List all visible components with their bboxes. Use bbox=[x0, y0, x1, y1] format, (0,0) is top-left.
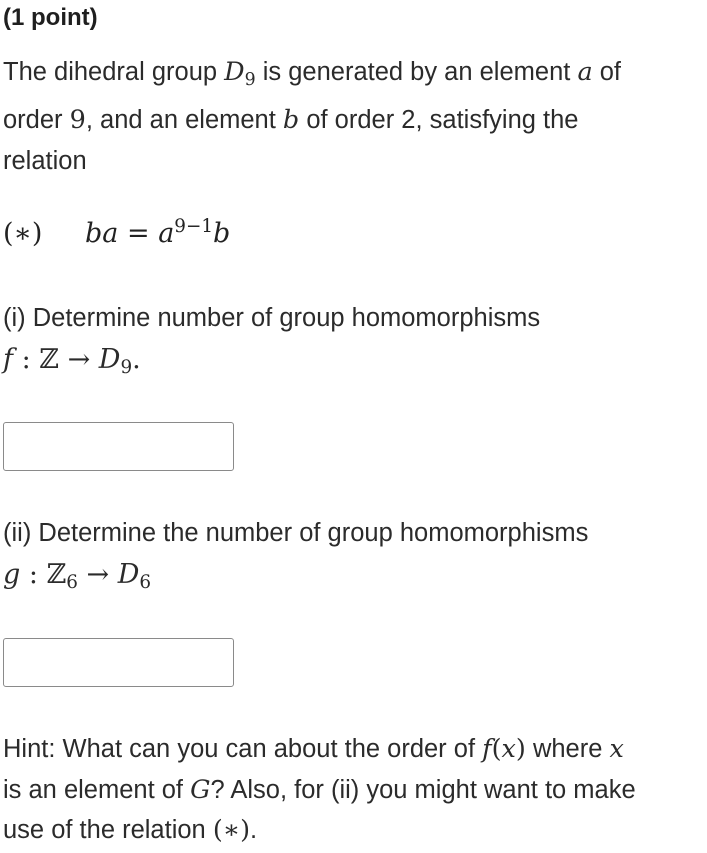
intro-text: of order 2, satisfying the bbox=[299, 106, 579, 135]
element-a: a bbox=[577, 57, 593, 87]
intro-text: relation bbox=[3, 146, 87, 175]
answer-1-input[interactable] bbox=[3, 422, 234, 471]
question-2-text: (ii) Determine the number of group homomorphisms bbox=[3, 519, 589, 547]
question-1-text: (i) Determine number of group homomorphisms bbox=[3, 304, 541, 332]
intro-text: is generated by an element bbox=[255, 58, 578, 86]
hint-paragraph bbox=[3, 729, 703, 851]
intro-text: of bbox=[592, 58, 621, 86]
intro-text: order bbox=[3, 106, 70, 135]
question-1 bbox=[3, 298, 703, 388]
relation-rhs: $a^{9-1}b$ bbox=[158, 216, 231, 250]
order-value: 9 bbox=[69, 105, 86, 136]
hint-line-1: Hint: What can you can about the order of f(x) where x bbox=[3, 734, 624, 764]
intro-line-1 bbox=[3, 52, 703, 100]
intro-line-2 bbox=[3, 100, 703, 141]
group-symbol: $D_9$ bbox=[224, 57, 256, 90]
relation-equation bbox=[3, 216, 230, 249]
question-2 bbox=[3, 513, 703, 603]
intro-paragraph bbox=[3, 52, 703, 181]
intro-line-3 bbox=[3, 141, 703, 182]
equals-sign: = bbox=[118, 218, 159, 250]
element-b: b bbox=[282, 105, 300, 136]
hint-line-2: is an element of G? Also, for (ii) you might want to make bbox=[3, 774, 636, 805]
hint-line-3: use of the relation (∗). bbox=[3, 815, 258, 845]
relation-tag: (∗) bbox=[3, 218, 43, 250]
answer-2-input[interactable] bbox=[3, 638, 234, 687]
points-label: (1 point) bbox=[3, 4, 98, 31]
intro-text: The dihedral group bbox=[3, 58, 225, 86]
question-2-map: g : ℤ$_6$ → $D_6$ bbox=[3, 558, 152, 593]
relation-lhs: ba bbox=[85, 218, 119, 250]
question-1-map: f : ℤ → $D_9$. bbox=[3, 343, 141, 378]
intro-text: , and an element bbox=[85, 106, 283, 135]
